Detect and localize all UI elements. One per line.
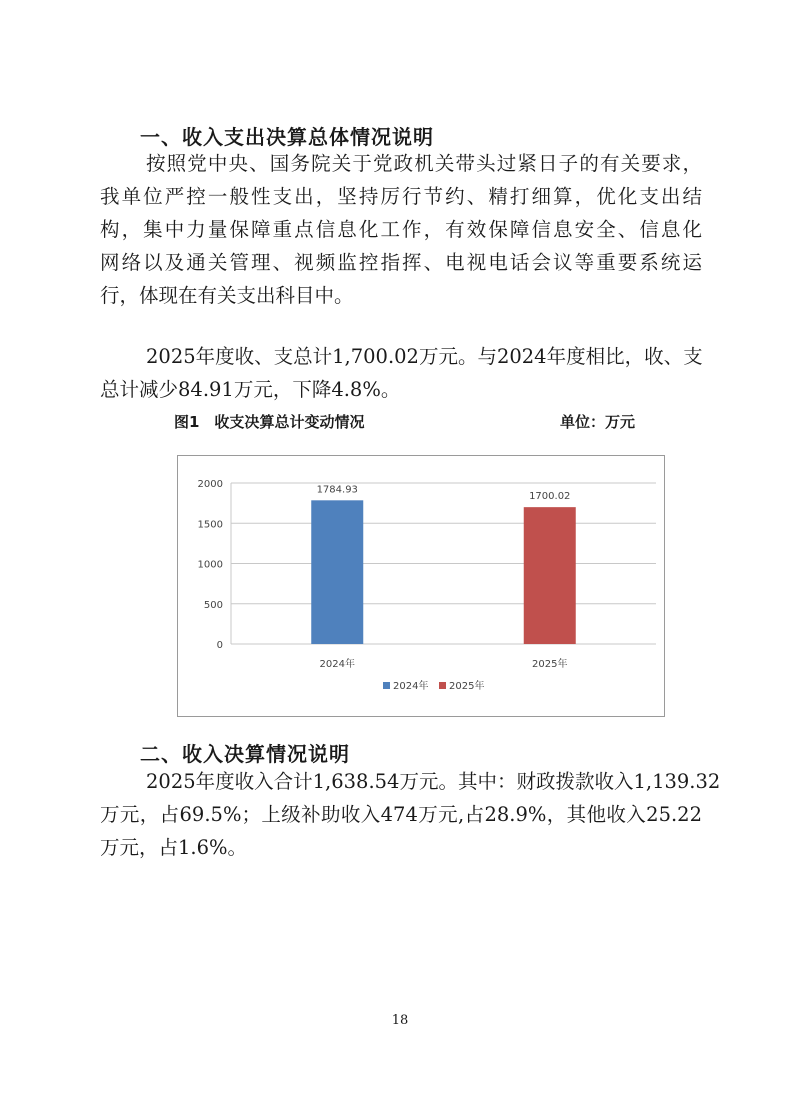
y-tick-label: 0: [216, 640, 223, 651]
y-tick-label: 2000: [197, 479, 223, 490]
paragraph-line: 构，集中力量保障重点信息化工作，有效保障信息安全、信息化: [100, 218, 702, 241]
paragraph-line: 万元，占1.6%。: [100, 836, 248, 859]
y-tick-label: 500: [203, 599, 223, 611]
section1-paragraph1: [100, 147, 702, 312]
page-number: 18: [391, 1013, 409, 1028]
figure-unit: 单位：万元: [560, 413, 636, 431]
y-tick-label: 1000: [197, 559, 223, 571]
paragraph-line: 总计减少84.91万元，下降4.8%。: [100, 378, 401, 401]
x-tick-label: 2025年: [532, 659, 568, 670]
y-tick-label: 1500: [197, 519, 223, 531]
paragraph-line: 我单位严控一般性支出，坚持厉行节约、精打细算，优化支出结: [100, 185, 702, 208]
bar-chart: [177, 455, 665, 717]
paragraph-line: 万元，占69.5%；上级补助收入474万元,占28.9%，其他收入25.22: [100, 803, 702, 826]
figure-caption: 图1 收支决算总计变动情况: [174, 413, 365, 431]
bar: [524, 507, 576, 644]
data-label: 1784.93: [316, 484, 358, 496]
x-tick-label: 2024年: [319, 659, 355, 670]
section2-paragraph: [100, 765, 721, 864]
paragraph-line: 行，体现在有关支出科目中。: [100, 284, 354, 307]
legend-label: 2024年: [393, 681, 429, 692]
paragraph-line: 网络以及通关管理、视频监控指挥、电视电话会议等重要系统运: [100, 251, 702, 274]
data-label: 1700.02: [529, 491, 571, 503]
section1-heading: 一、收入支出决算总体情况说明: [140, 125, 434, 149]
legend-swatch: [383, 682, 390, 689]
section2-heading: 二、收入决算情况说明: [140, 742, 350, 766]
paragraph-line: 2025年度收入合计1,638.54万元。其中：财政拨款收入1,139.32: [146, 770, 721, 793]
paragraph-line: 2025年度收、支总计1,700.02万元。与2024年度相比，收、支: [146, 345, 703, 368]
legend-swatch: [439, 682, 446, 689]
paragraph-line: 按照党中央、国务院关于党政机关带头过紧日子的有关要求，: [146, 152, 702, 175]
legend-label: 2025年: [449, 681, 485, 692]
bar-chart-svg: [178, 456, 666, 718]
section1-paragraph2: [100, 340, 703, 406]
bar: [311, 500, 363, 644]
